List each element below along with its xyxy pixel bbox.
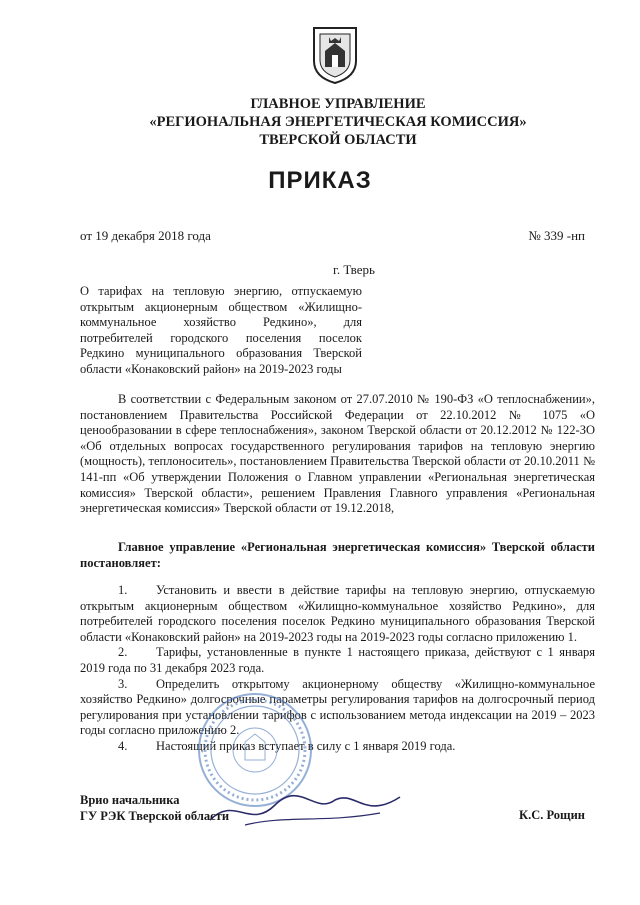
item-text: Определить открытому акционерному обществу «Жилищно-коммунальное хозяйство Редкино» долгосрочные параметры регулирования тарифов на долгосрочный период регулирования при установлении тарифов с использованием метода индексации на 2019 – 2023 годы согласно приложению 2.	[80, 676, 595, 738]
signatory-position-line: Врио начальника	[80, 793, 180, 807]
decree-item	[80, 583, 595, 645]
signatory-position	[80, 792, 229, 824]
subject-line: коммунальное хозяйство Редкино», для	[80, 315, 362, 329]
subject-line: области «Конаковский район» на 2019-2023 годы	[80, 361, 342, 376]
subject-line: потребителей городского поселения поселок	[80, 330, 362, 345]
subject-line: О тарифах на тепловую энергию, отпускаемую	[80, 284, 362, 298]
decree-item	[80, 677, 595, 739]
subject-line: открытым акционерным обществом «Жилищно-	[80, 299, 362, 314]
decree-paragraph: Главное управление «Региональная энергетическая комиссия» Тверской области постановляет:	[80, 540, 595, 570]
subject-line: Редкино муниципального образования Тверской	[80, 346, 362, 360]
item-number: 1.	[118, 583, 128, 597]
item-text: Настоящий приказ вступает в силу с 1 января 2019 года.	[156, 738, 456, 753]
item-number: 3.	[118, 676, 128, 691]
signatory-position-line: ГУ РЭК Тверской области	[80, 809, 230, 823]
handwritten-signature-icon	[205, 785, 405, 835]
header-line-2: «РЕГИОНАЛЬНАЯ ЭНЕРГЕТИЧЕСКАЯ КОМИССИЯ»	[149, 114, 527, 130]
item-text: Установить и ввести в действие тарифы на тепловую энергию, отпускаемую открытым акционерным обществом «Жилищно-коммунальное хозяйство Редкино», для потребителей городского поселения поселок Редкино муниципального образования Тверской области «Конаковский район» на 2019-2023 годы на 2019-2023 годы согласно приложению 1.	[80, 583, 595, 644]
decree-item	[80, 739, 595, 755]
decree-items	[80, 583, 595, 755]
header-line-1: ГЛАВНОЕ УПРАВЛЕНИЕ	[250, 96, 426, 112]
document-subject	[80, 284, 362, 377]
item-number: 4.	[118, 738, 128, 753]
preamble-paragraph: В соответствии с Федеральным законом от 27.07.2010 № 190-ФЗ «О теплоснабжении», постановлением Правительства Российской Федерации от 22.10.2012 № 1075 «О ценообразовании в сфере теплоснабжения», законом Тверской области от 20.12.2012 № 122-ЗО «Об отдельных вопросах государственного регулирования тарифов на тепловую энергию (мощность), теплоноситель», постановлением Правительства Тверской области от 20.10.2011 № 141-пп «Об утверждении Положения о Главном управлении «Региональная энергетическая комиссия» Тверской области», решением Правления Главного управления «Региональная энергетическая комиссия» Тверской области от 19.12.2018,	[80, 392, 595, 516]
document-number: № 339 -нп	[528, 228, 585, 243]
document-city: г. Тверь	[333, 262, 375, 277]
item-text: Тарифы, установленные в пункте 1 настоящего приказа, действуют с 1 января 2019 года по 31 декабря 2023 года.	[80, 645, 595, 675]
signatory-name: К.С. Рощин	[519, 808, 585, 822]
item-number: 2.	[118, 645, 128, 660]
header-line-3: ТВЕРСКОЙ ОБЛАСТИ	[259, 132, 417, 148]
decree-item	[80, 645, 595, 676]
tver-coat-of-arms-icon	[311, 25, 359, 85]
document-date: от 19 декабря 2018 года	[80, 228, 211, 243]
document-title: ПРИКАЗ	[268, 167, 372, 194]
